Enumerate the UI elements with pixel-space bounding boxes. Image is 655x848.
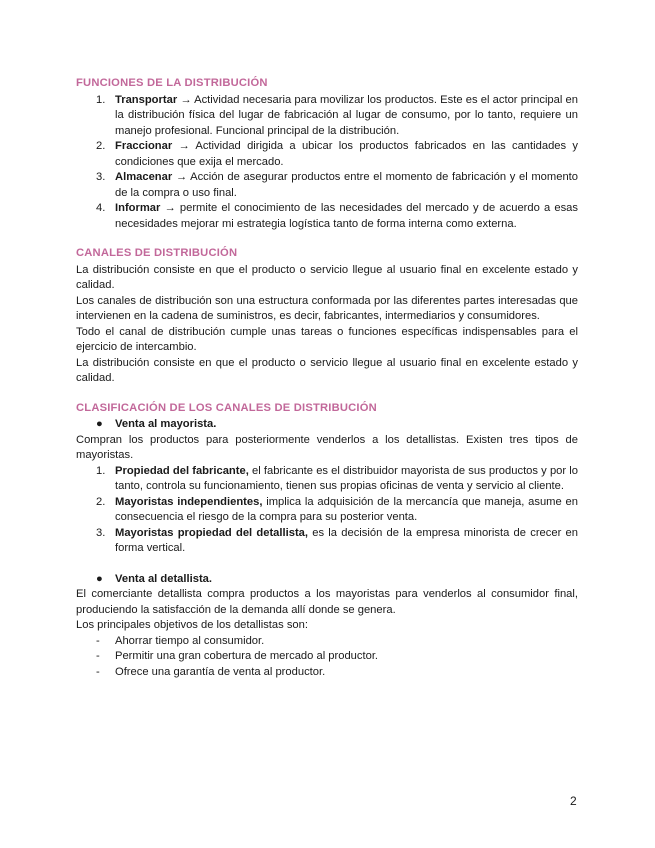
paragraph: Los principales objetivos de los detallistas son:	[76, 619, 308, 631]
list-item	[96, 170, 578, 201]
item-term: Mayoristas independientes,	[115, 495, 263, 508]
item-term: Propiedad del fabricante,	[115, 464, 249, 477]
list-item	[96, 526, 578, 557]
funciones-list	[76, 93, 578, 233]
detallista-bullet-list	[76, 572, 578, 588]
page-number: 2	[570, 794, 577, 808]
paragraph: Todo el canal de distribución cumple unas tareas o funciones específicas indispensables para el ejercicio de intercambio.	[76, 325, 578, 353]
spacer	[76, 557, 578, 572]
bullet-icon: ●	[96, 572, 103, 585]
bullet-item	[96, 572, 578, 588]
mayorista-bullet-list	[76, 417, 578, 433]
item-number: 1.	[96, 93, 106, 106]
item-number: 2.	[96, 140, 106, 152]
item-term: Transportar	[115, 93, 178, 106]
dash-marker: -	[96, 634, 100, 647]
list-item	[96, 634, 578, 650]
list-item	[96, 649, 578, 665]
item-description: → Actividad necesaria para movilizar los productos. Este es el actor principal en la distribución física del lugar de fabricación al lugar de consumo, por lo tanto, requiere un manejo profesional. Funcional principal de la distribución.	[115, 93, 578, 137]
dash-marker: -	[96, 665, 100, 678]
item-term: Mayoristas propiedad del detallista,	[115, 526, 309, 539]
bullet-title: Venta al detallista.	[115, 572, 212, 585]
item-term: Fraccionar	[115, 140, 173, 152]
item-number: 3.	[96, 171, 106, 183]
section-funciones	[76, 76, 578, 232]
paragraph: El comerciante detallista compra productos a los mayoristas para venderlos al consumidor final, produciendo la satisfacción de la demanda allí donde se genera.	[76, 588, 578, 616]
bullet-icon: ●	[96, 418, 103, 430]
item-term: Informar	[115, 202, 161, 214]
item-description: → Actividad dirigida a ubicar los productos fabricados en las cantidades y condiciones que exija el mercado.	[115, 140, 578, 168]
section-heading: CANALES DE DISTRIBUCIÓN	[76, 247, 238, 259]
list-item	[96, 201, 578, 232]
objectives-list	[76, 634, 578, 681]
paragraph: La distribución consiste en que el producto o servicio llegue al usuario final en excelente estado y calidad.	[76, 263, 578, 291]
list-item	[96, 495, 578, 526]
document-page	[76, 76, 578, 680]
item-description: → permite el conocimiento de las necesidades del mercado y de acuerdo a esas necesidades mejorar mi estrategia logística tanto de forma interna como externa.	[115, 202, 578, 230]
section-heading: FUNCIONES DE LA DISTRIBUCIÓN	[76, 77, 268, 89]
objective-text: Ofrece una garantía de venta al productor.	[115, 665, 326, 678]
list-item	[96, 139, 578, 170]
paragraph: Compran los productos para posteriormente venderlos a los detallistas. Existen tres tipos de mayoristas.	[76, 433, 578, 461]
dash-marker: -	[96, 650, 100, 662]
list-item	[96, 93, 578, 140]
paragraph: La distribución consiste en que el producto o servicio llegue al usuario final en excelente estado y calidad.	[76, 356, 578, 384]
section-canales	[76, 246, 578, 387]
objective-text: Ahorrar tiempo al consumidor.	[115, 634, 265, 647]
section-clasificacion	[76, 401, 578, 681]
item-description: es la decisión de la empresa minorista de crecer en forma vertical.	[115, 526, 578, 554]
bullet-title: Venta al mayorista.	[115, 418, 217, 430]
item-description: → Acción de asegurar productos entre el momento de fabricación y el momento de la compra o uso final.	[115, 171, 578, 199]
item-number: 2.	[96, 495, 106, 508]
item-description: implica la adquisición de la mercancía que maneja, asume en consecuencia el riesgo de la compra para su posterior venta.	[115, 495, 578, 523]
list-item	[96, 464, 578, 495]
item-term: Almacenar	[115, 171, 173, 183]
item-number: 3.	[96, 526, 106, 539]
item-number: 1.	[96, 464, 106, 477]
item-number: 4.	[96, 202, 106, 214]
mayoristas-list	[76, 464, 578, 557]
bullet-item	[96, 417, 578, 433]
list-item	[96, 665, 578, 681]
item-description: el fabricante es el distribuidor mayorista de sus productos y por lo tanto, controla su funcionamiento, tienen sus propias oficinas de venta y servicio al cliente.	[115, 464, 578, 492]
paragraph: Los canales de distribución son una estructura conformada por las diferentes partes interesadas que intervienen en la cadena de suministros, es decir, fabricantes, intermediarios y consumidores.	[76, 294, 578, 322]
objective-text: Permitir una gran cobertura de mercado al productor.	[115, 650, 379, 662]
section-heading: CLASIFICACIÓN DE LOS CANALES DE DISTRIBUCIÓN	[76, 401, 377, 414]
